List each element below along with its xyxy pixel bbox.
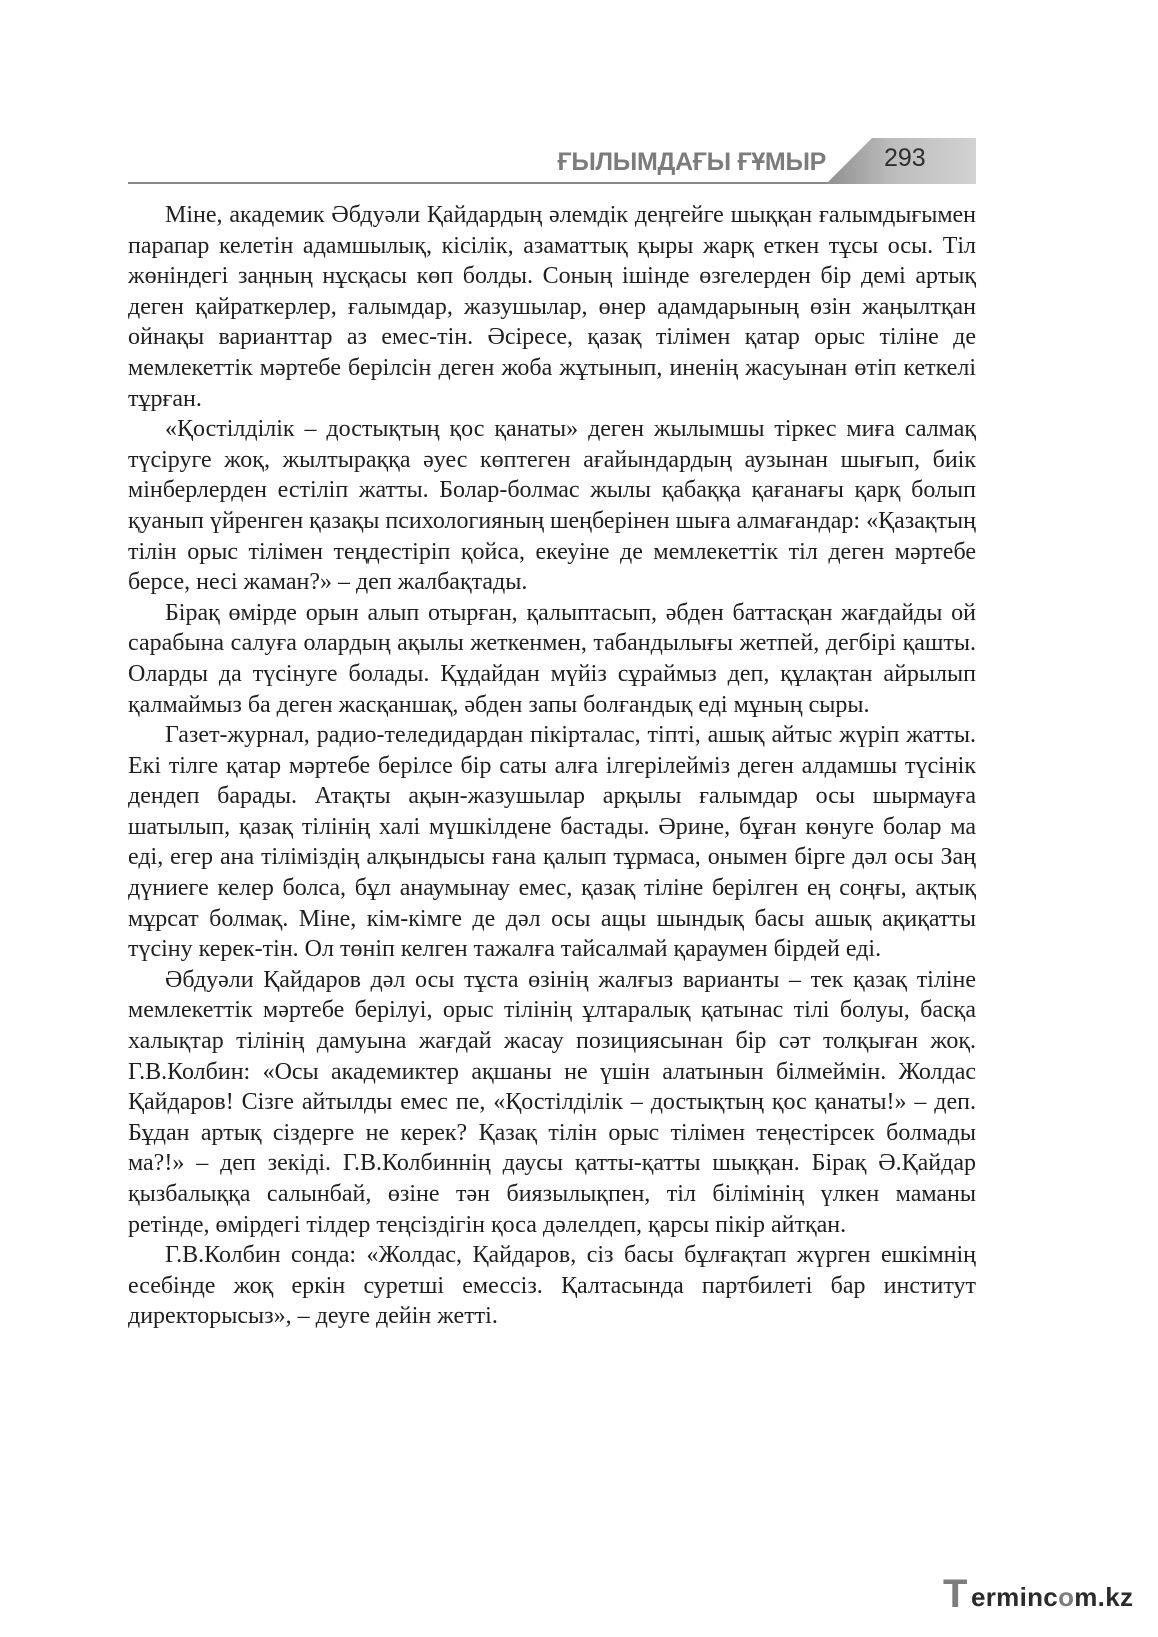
- paragraph: Әбдуәли Қайдаров дәл осы тұста өзінің жалғыз варианты – тек қазақ тіліне мемлекеттік мәртебе берілуі, орыс тілінің ұлтаралық қатынас тілі болуы, басқа халықтар тілінің дамуына жағдай жасау позициясынан бір сәт толқыған жоқ. Г.В.Колбин: «Осы академиктер ақшаны не үшін алатынын білмеймін. Жолдас Қайдаров! Сізге айтылды емес пе, «Қостілділік – достықтың қос қанаты!» – деп. Бұдан артық сіздерге не керек? Қазақ тілін орыс тілімен теңестірсек болмады ма?!» – деп зекіді. Г.В.Колбиннің даусы қатты-қатты шыққан. Бірақ Ә.Қайдар қызбалыққа салынбай, өзіне тән биязылықпен, тіл білімінің үлкен маманы ретінде, өмірдегі тілдер теңсіздігін қоса дәлелдеп, қарсы пікір айтқан.: [128, 966, 976, 1238]
- termincom-watermark-logo: [943, 1574, 1143, 1618]
- paragraph: Міне, академик Әбдуәли Қайдардың әлемдік деңгейге шыққан ғалымдығымен парапар келетін адамшылық, кісілік, азаматтық қыры жарқ еткен тұсы осы. Тіл жөніндегі заңның нұсқасы көп болды. Соның ішінде өзгелерден бір демі артық деген қайраткерлер, ғалымдар, жазушылар, өнер адамдарының өзін жаңылтқан ойнақы варианттар аз емес-тін. Әсіресе, қазақ тілімен қатар орыс тіліне де мемлекеттік мәртебе берілсін деген жоба жұтынып, иненің жасуынан өтіп кеткелі тұрған.: [128, 202, 976, 412]
- logo-domain: m.kz: [1074, 1582, 1134, 1612]
- running-header-title: ҒЫЛЫМДАҒЫ ҒҰМЫР: [557, 148, 826, 176]
- running-header: [128, 138, 976, 186]
- logo-text-part: erminc: [971, 1582, 1059, 1612]
- logo-text: [971, 1582, 1133, 1613]
- paragraph: Г.В.Колбин сонда: «Жолдас, Қайдаров, сіз басы бұлғақтап жүрген ешкімнің есебінде жоқ еркін суретші емессіз. Қалтасында партбилеті бар институт директорысыз», – деуге дейін жетті.: [128, 1242, 976, 1330]
- paragraph: Бірақ өмірде орын алып отырған, қалыптасып, әбден баттасқан жағдайды ой сарабына салуға олардың ақылы жеткенмен, табандылығы жетпей, дегбірі қашты. Оларды да түсінуге болады. Құдайдан мүйіз сұраймыз деп, құлақтан айрылып қалмаймыз ба деген жасқаншақ, әбден запы болғандық еді мұның сыры.: [128, 599, 976, 718]
- body-text: [128, 200, 976, 1332]
- logo-letter-t: T: [943, 1572, 968, 1616]
- paragraph: «Қостілділік – достықтың қос қанаты» деген жылымшы тіркес миға салмақ түсіруге жоқ, жылтыраққа әуес көптеген ағайындардың аузынан шығып, биік мінберлерден естіліп жатты. Болар-болмас жылы қабаққа қағанағы қарқ болып қуанып үйренген қазақы психологияның шеңберінен шыға алмағандар: «Қазақтың тілін орыс тілімен теңдестіріп қойса, екеуіне де мемлекеттік тіл деген мәртебе берсе, несі жаман?» – деп жалбақтады.: [128, 416, 976, 596]
- page-number-tab: [826, 138, 976, 184]
- paragraph: Газет-журнал, радио-теледидардан пікірталас, тіпті, ашық айтыс жүріп жатты. Екі тілге қатар мәртебе берілсе бір саты алға ілгерілейміз деген алдамшы түсінік дендеп барады. Атақты ақын-жазушылар арқылы ғалымдар осы шырмауға шатылып, қазақ тілінің халі мүшкілдене бастады. Әрине, бұған көнуге болар ма еді, егер ана тіліміздің алқындысы ғана қалып тұрмаса, онымен бірге дәл осы Заң дүниеге келер болса, бұл анаумынау емес, қазақ тіліне берілген ең соңғы, ақтық мұрсат болмақ. Міне, кім-кімге де дәл осы ащы шындық басы ашық ақиқатты түсіну керек-тін. Ол төніп келген тажалға тайсалмай қараумен бірдей еді.: [128, 722, 976, 963]
- magnifier-icon: o: [1058, 1582, 1075, 1612]
- page-number: 293: [884, 144, 926, 172]
